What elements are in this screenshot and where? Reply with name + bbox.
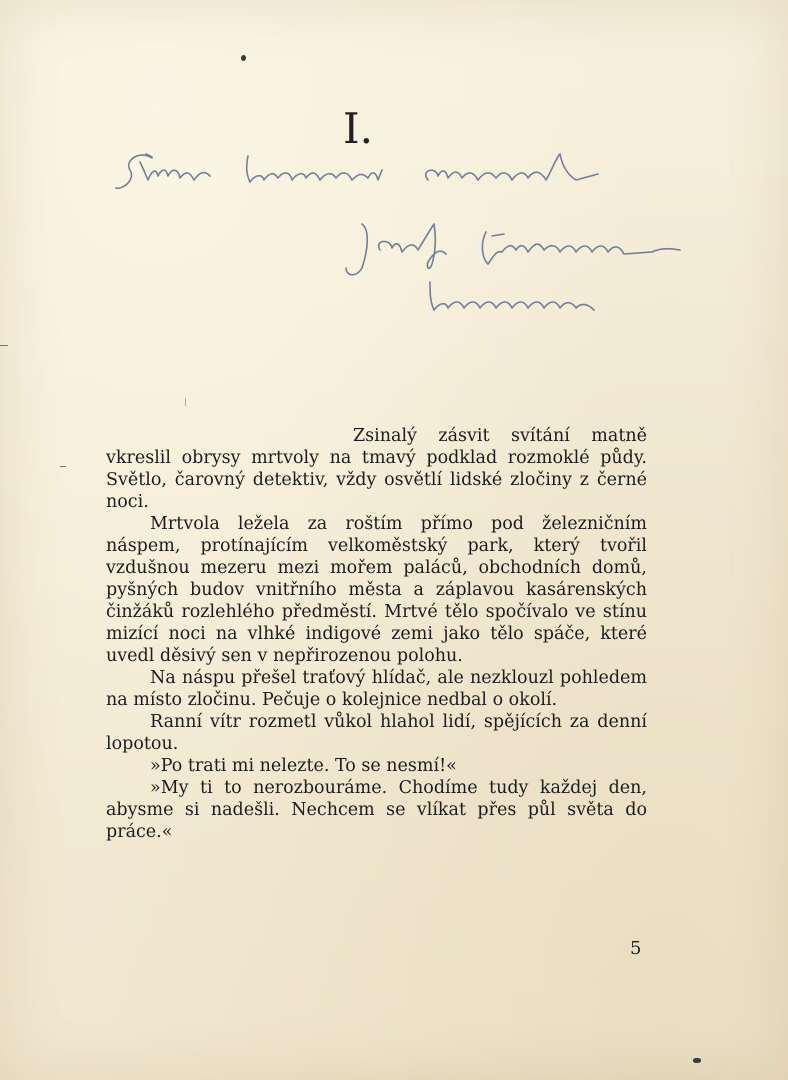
paragraph: »My ti to nerozbouráme. Chodíme tudy každej den, abysme si nadešli. Nechcem se vlíkat přes půl světa do práce.« bbox=[106, 778, 647, 842]
chapter-heading: I. bbox=[343, 104, 373, 153]
paragraph: Ranní vítr rozmetl vůkol hlahol lidí, spějících za denní lopotou. bbox=[106, 712, 647, 754]
paragraph: Mrtvola ležela za roštím přímo pod železničním náspem, protínajícím velkoměstský park, který tvořil vzdušnou mezeru mezi mořem paláců, obchodních domů, pyšných budov vnitřního města a záplavou kasárenských činžáků rozlehlého předměstí. Mrtvé tělo spočívalo ve stínu mizící noci na vlhké indigové zemi jako tělo spáče, které uvedl děsivý sen v nepřirozenou polohu. bbox=[106, 514, 647, 666]
paper-speck bbox=[693, 1058, 701, 1063]
paper-speck bbox=[241, 55, 246, 61]
paper-edge-mark bbox=[0, 345, 8, 346]
paragraph: Na náspu přešel traťový hlídač, ale nezklouzl pohledem na místo zločinu. Pečuje o kolejnice nedbal o okolí. bbox=[106, 668, 647, 710]
body-text bbox=[106, 425, 647, 843]
paragraph: »Po trati mi nelezte. To se nesmí!« bbox=[150, 756, 457, 776]
page-number: 5 bbox=[630, 938, 642, 959]
paragraph: Zsinalý zásvit svítání matně vkreslil obrysy mrtvoly na tmavý podklad rozmoklé půdy. Světlo, čarovný detektiv, vždy osvětlí lidské zločiny z černé noci. bbox=[106, 426, 647, 512]
paper-edge-mark bbox=[60, 466, 66, 467]
paper-edge-mark bbox=[185, 398, 186, 406]
handwritten-inscription bbox=[100, 140, 700, 340]
